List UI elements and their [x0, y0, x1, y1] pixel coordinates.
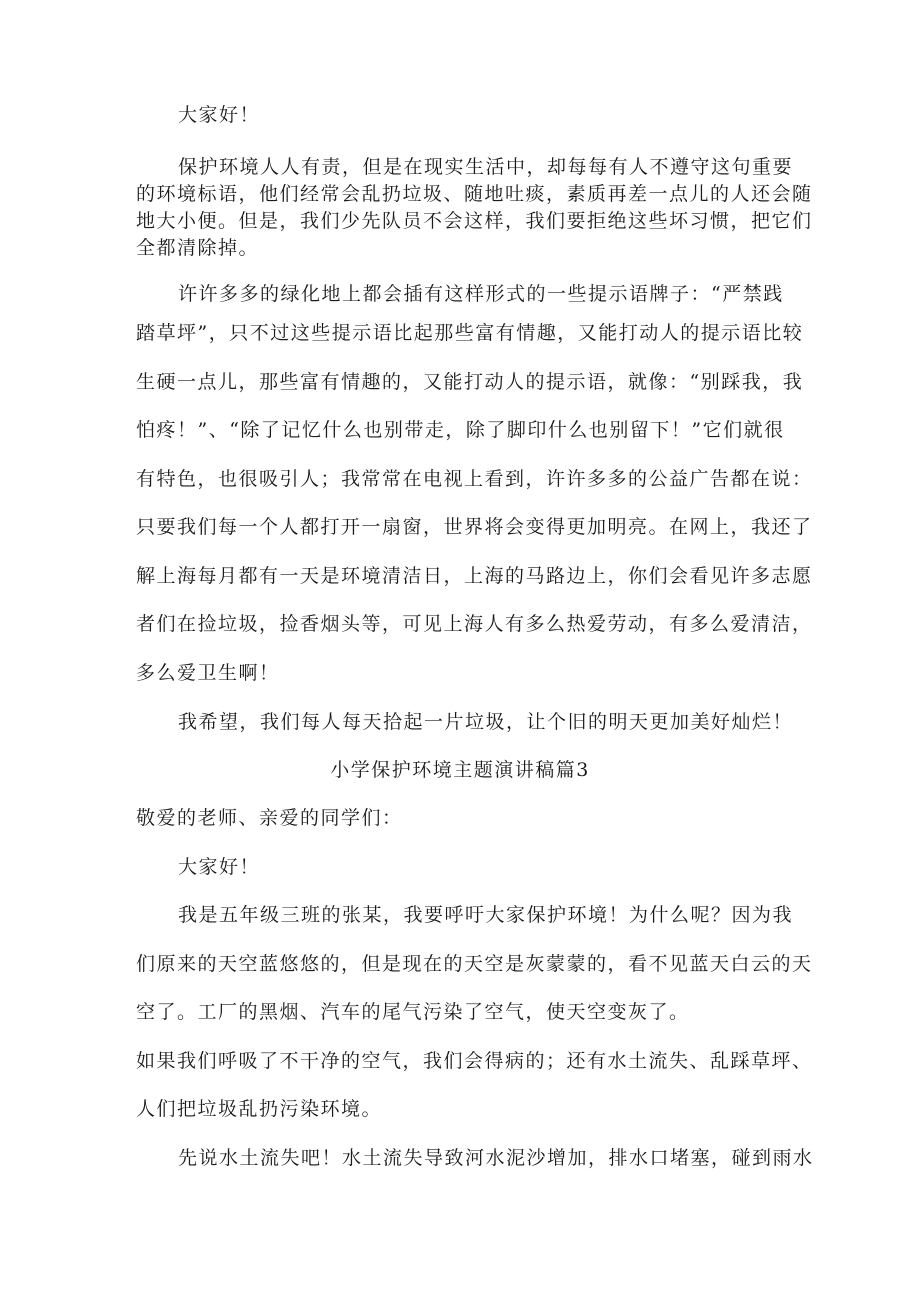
- text-line: 有特色，也很吸引人；我常常在电视上看到，许许多多的公益广告都在说：: [136, 468, 813, 490]
- section-title: 小学保护环境主题演讲稿篇3: [330, 759, 590, 781]
- text-line: 多么爱卫生啊！: [136, 662, 280, 684]
- text-line: 解上海每月都有一天是环境清洁日，上海的马路边上，你们会看见许多志愿: [136, 565, 813, 587]
- paragraph: 先说水土流失吧！水土流失导致河水泥沙增加，排水口堵塞，碰到雨水: [178, 1147, 814, 1169]
- paragraph: 我希望，我们每人每天拾起一片垃圾，让个旧的明天更加美好灿烂！: [178, 711, 794, 733]
- text-line: 地大小便。但是，我们少先队员不会这样，我们要拒绝这些坏习惯，把它们: [136, 210, 813, 232]
- text-line: 如果我们呼吸了不干净的空气，我们会得病的；还有水土流失、乱踩草坪、: [136, 1050, 813, 1072]
- greeting-text: 大家好！: [178, 856, 261, 878]
- text-line: 人们把垃圾乱扔污染环境。: [136, 1098, 383, 1120]
- text-line: 踏草坪”，只不过这些提示语比起那些富有情趣，又能打动人的提示语比较: [136, 322, 804, 344]
- text-line: 许许多多的绿化地上都会插有这样形式的一些提示语牌子：“严禁践: [178, 283, 784, 305]
- text-line: 空了。工厂的黑烟、汽车的尾气污染了空气，使天空变灰了。: [136, 1001, 690, 1023]
- text-line: 全都清除掉。: [136, 237, 260, 259]
- text-line: 怕疼！”、“除了记忆什么也别带走，除了脚印什么也别留下！”它们就很: [136, 419, 785, 441]
- text-line: 生硬一点儿，那些富有情趣的，又能打动人的提示语，就像：“别踩我，我: [136, 371, 804, 393]
- text-line: 者们在捡垃圾，捡香烟头等，可见上海人有多么热爱劳动，有多么爱清洁，: [136, 613, 813, 635]
- text-line: 的环境标语，他们经常会乱扔垃圾、随地吐痰，素质再差一点儿的人还会随: [136, 183, 813, 205]
- salutation: 敬爱的老师、亲爱的同学们：: [136, 807, 403, 829]
- text-line: 保护环境人人有责，但是在现实生活中，却每每有人不遵守这句重要: [178, 156, 794, 178]
- text-line: 我是五年级三班的张某，我要呼吁大家保护环境！为什么呢？因为我: [178, 904, 794, 926]
- greeting-text: 大家好！: [178, 104, 261, 126]
- text-line: 们原来的天空蓝悠悠的，但是现在的天空是灰蒙蒙的，看不见蓝天白云的天: [136, 953, 813, 975]
- text-line: 只要我们每一个人都打开一扇窗，世界将会变得更加明亮。在网上，我还了: [136, 516, 813, 538]
